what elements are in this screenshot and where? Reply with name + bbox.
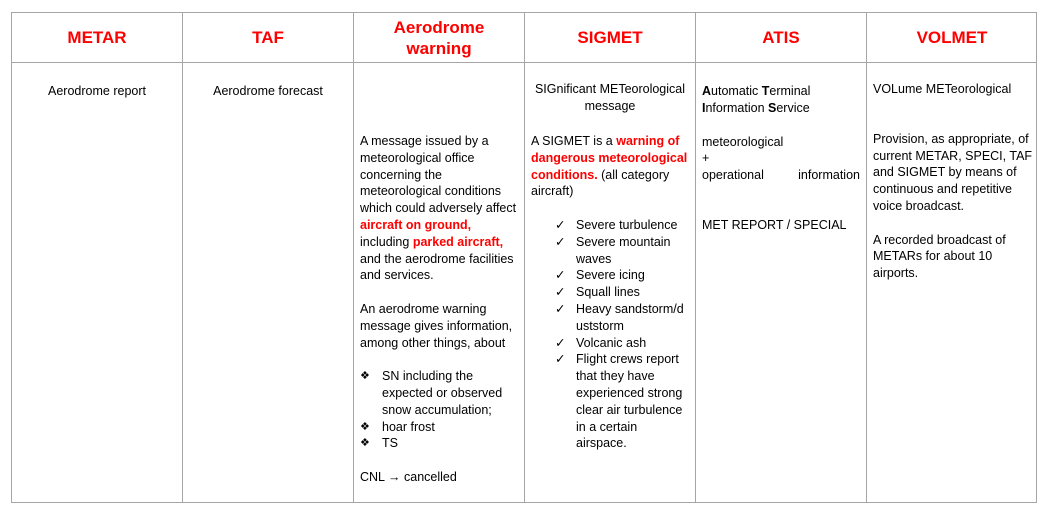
- list-item-text: Severe mountain waves: [576, 234, 671, 266]
- list-item: [531, 267, 689, 284]
- sigmet-title: [525, 81, 695, 115]
- list-item-text: Severe turbulence: [576, 217, 678, 232]
- sigmet-list: [531, 217, 689, 452]
- checkmark-icon: ✓: [555, 285, 566, 300]
- aerodrome-warning-content: [360, 133, 520, 486]
- checkmark-icon: ✓: [555, 268, 566, 283]
- header-volmet: VOLMET: [916, 28, 988, 47]
- volmet-paragraph: A recorded broadcast of METARs for about 10 airports.: [873, 232, 1006, 281]
- list-item: [531, 301, 689, 335]
- text: T: [761, 84, 770, 98]
- header-taf: TAF: [252, 28, 284, 47]
- text: I: [702, 100, 706, 115]
- text: A: [702, 84, 712, 98]
- volmet-title: VOLume METeorological: [873, 82, 1012, 96]
- sigmet-title-line: message: [584, 98, 636, 113]
- atis-met-report: MET REPORT / SPECIAL: [702, 217, 847, 232]
- header-sigmet: SIGMET: [577, 28, 643, 47]
- highlight-text: parked aircraft,: [412, 234, 504, 249]
- checkmark-icon: ✓: [555, 301, 566, 316]
- column-divider: [866, 13, 867, 502]
- text: ervice: [776, 100, 810, 115]
- header-aerodrome-warning: Aerodrome warning: [393, 17, 485, 58]
- aerodrome-warning-info: An aerodrome warning message gives information, among other things, about: [360, 301, 513, 350]
- list-item: [531, 284, 689, 301]
- highlight-text: warning of dangerous meteorological conditions.: [531, 134, 688, 182]
- aerodrome-warning-paragraph: [360, 133, 520, 284]
- text: erminal: [769, 84, 811, 98]
- text: utomatic: [711, 84, 762, 98]
- list-item-text: Severe icing: [576, 268, 645, 283]
- arrow-right-icon: →: [388, 469, 401, 484]
- text: A message issued by a meteorological office concerning the meteorological conditions which could adversely affect: [360, 134, 517, 216]
- list-item: [360, 368, 520, 418]
- cnl-label: CNL: [360, 469, 385, 484]
- list-item: [531, 217, 689, 234]
- list-item: [531, 335, 689, 352]
- cnl-text: cancelled: [404, 469, 457, 484]
- atis-title-line: [702, 100, 860, 117]
- volmet-content: [873, 81, 1033, 282]
- diamond-bullet-icon: ❖: [360, 420, 370, 433]
- list-item-text: Heavy sandstorm/duststorm: [576, 301, 684, 333]
- list-item-text: Flight crews report that they have experienced strong clear air turbulence in a certain airspace.: [576, 352, 683, 451]
- list-item: [531, 351, 689, 452]
- atis-operational-line: [702, 167, 860, 184]
- checkmark-icon: ✓: [555, 234, 566, 249]
- checkmark-icon: ✓: [555, 217, 566, 232]
- text: (all category aircraft): [531, 167, 670, 199]
- text: nformation: [705, 100, 769, 115]
- checkmark-icon: ✓: [555, 352, 566, 367]
- taf-description: Aerodrome forecast: [213, 84, 323, 98]
- sigmet-title-line: SIGnificant METeorological: [534, 82, 686, 96]
- atis-meteorological: meteorological: [702, 134, 784, 149]
- sigmet-content: [531, 133, 689, 452]
- text: S: [768, 100, 777, 115]
- diamond-bullet-icon: ❖: [360, 370, 370, 383]
- list-item-text: hoar frost: [382, 419, 435, 434]
- header-metar: METAR: [67, 28, 127, 47]
- comparison-table: [11, 12, 1037, 503]
- metar-description: Aerodrome report: [48, 84, 146, 98]
- list-item-text: SN including the expected or observed snow accumulation;: [382, 369, 503, 417]
- atis-plus: +: [702, 151, 710, 166]
- header-atis: ATIS: [762, 28, 800, 47]
- aerodrome-warning-list: [360, 368, 520, 452]
- text: operational: [702, 168, 764, 183]
- atis-content: [702, 83, 860, 234]
- checkmark-icon: ✓: [555, 335, 566, 350]
- list-item: [360, 419, 520, 436]
- list-item-text: Squall lines: [576, 285, 640, 300]
- text: information: [798, 168, 860, 183]
- sigmet-paragraph: [531, 133, 689, 200]
- column-divider: [695, 13, 696, 502]
- list-item: [531, 234, 689, 268]
- cnl-line: [360, 469, 520, 486]
- list-item: [360, 435, 520, 452]
- text: including: [360, 234, 413, 249]
- list-item-text: TS: [382, 436, 398, 451]
- list-item-text: Volcanic ash: [576, 335, 647, 350]
- diamond-bullet-icon: ❖: [360, 437, 370, 450]
- volmet-paragraph: Provision, as appropriate, of current METAR, SPECI, TAF and SIGMET by means of continuous and repetitive voice broadcast.: [873, 131, 1033, 213]
- highlight-text: aircraft on ground,: [360, 217, 472, 232]
- atis-title-line: [702, 83, 860, 100]
- column-divider: [353, 13, 354, 502]
- text: A SIGMET is a: [531, 134, 617, 148]
- text: and the aerodrome facilities and services.: [360, 251, 514, 283]
